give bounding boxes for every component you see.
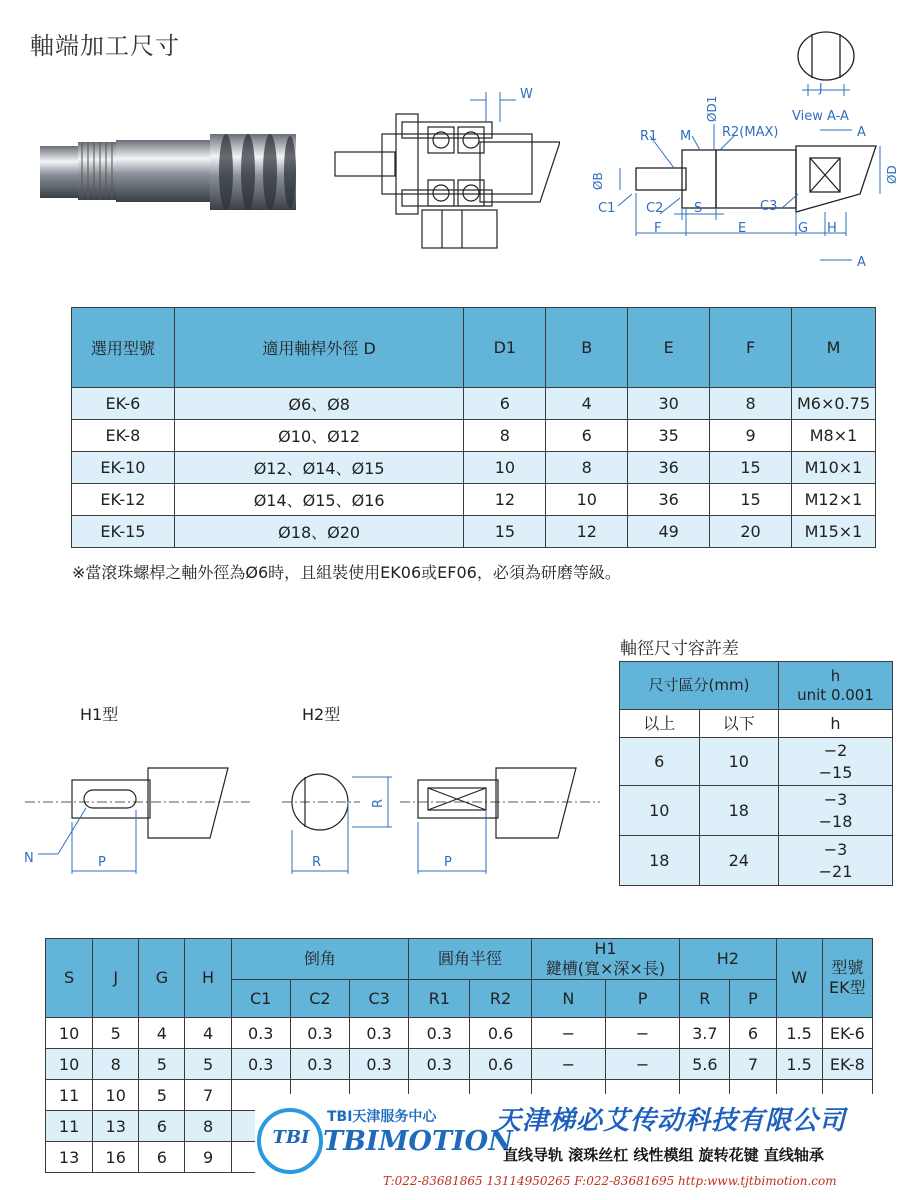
header-keyway: 鍵槽(寬×深×長) — [545, 959, 666, 978]
cell: M15×1 — [791, 516, 875, 548]
dim-C3: C3 — [760, 199, 778, 214]
cell: 13 — [93, 1111, 139, 1142]
tol-upper: −3 — [823, 839, 848, 859]
cell: EK-8 — [822, 1049, 872, 1080]
cell: − — [605, 1049, 679, 1080]
model-spec-table — [71, 307, 876, 548]
cell: EK-8 — [72, 420, 175, 452]
cell: 8 — [464, 420, 546, 452]
table-row — [72, 484, 876, 516]
table-header-row — [72, 308, 876, 388]
dim-S: S — [694, 201, 703, 216]
cell: 7 — [185, 1080, 231, 1111]
cell: 10 — [46, 1018, 93, 1049]
dim-D: ØD — [885, 165, 899, 184]
header-C2: C2 — [290, 980, 349, 1018]
cell: 15 — [464, 516, 546, 548]
cell: 6 — [730, 1018, 776, 1049]
tbi-logo-text: TBI — [272, 1127, 310, 1148]
header-M: M — [791, 308, 875, 388]
dim-A-top: A — [857, 125, 866, 140]
cell: 0.6 — [470, 1018, 531, 1049]
table-row — [46, 1049, 873, 1080]
table-row — [72, 452, 876, 484]
sub-max: 以下 — [699, 710, 779, 738]
cell: 0.3 — [350, 1049, 409, 1080]
header-h: h — [830, 666, 841, 685]
cell: 10 — [620, 786, 700, 836]
header-F: F — [710, 308, 792, 388]
cell: 8 — [185, 1111, 231, 1142]
table-row — [72, 388, 876, 420]
page-title: 軸端加工尺寸 — [30, 32, 180, 60]
tolerance-title: 軸徑尺寸容許差 — [620, 639, 739, 659]
table-row — [46, 1018, 873, 1049]
header-chamfer: 倒角 — [231, 939, 409, 980]
cell: 0.3 — [409, 1018, 470, 1049]
company-name: 天津梯必艾传动科技有限公司 — [495, 1106, 847, 1136]
tolerance-table — [619, 661, 893, 886]
cell: 4 — [185, 1018, 231, 1049]
dim-W: W — [520, 87, 533, 102]
cell: 0.3 — [290, 1049, 349, 1080]
cell: 0.6 — [470, 1049, 531, 1080]
dim-C2: C2 — [646, 201, 664, 216]
header-R2: R2 — [470, 980, 531, 1018]
brand-name: TBIMOTION — [323, 1126, 513, 1157]
tol-lower: −18 — [818, 811, 853, 831]
cell: 5 — [139, 1049, 185, 1080]
cell: 9 — [710, 420, 792, 452]
cell: 0.3 — [290, 1018, 349, 1049]
dim-J: J — [819, 81, 823, 95]
cell: 0.3 — [231, 1018, 290, 1049]
sub-h: h — [779, 710, 893, 738]
cell: 10 — [93, 1080, 139, 1111]
header-h1: H1 — [594, 939, 617, 958]
cell: 12 — [464, 484, 546, 516]
cell: 10 — [464, 452, 546, 484]
cell: 5 — [139, 1080, 185, 1111]
dim-A-bottom: A — [857, 255, 866, 270]
grinding-note: ※當滾珠螺桿之軸外徑為Ø6時，且組裝使用EK06或EF06，必須為研磨等級。 — [72, 563, 621, 582]
header-B: B — [546, 308, 628, 388]
cell: 8 — [546, 452, 628, 484]
cell: 11 — [46, 1080, 93, 1111]
table-subheader-row — [620, 710, 893, 738]
cell: 3.7 — [680, 1018, 730, 1049]
cell: 10 — [46, 1049, 93, 1080]
cell: EK-10 — [72, 452, 175, 484]
cell: 1.5 — [776, 1049, 822, 1080]
cell: 35 — [628, 420, 710, 452]
header-model-bottom: EK型 — [829, 978, 866, 997]
table-row — [620, 836, 893, 886]
sub-min: 以上 — [620, 710, 700, 738]
cell: 10 — [699, 738, 779, 786]
header-unit: unit 0.001 — [797, 685, 874, 704]
header-shaft-diameter: 適用軸桿外徑 D — [174, 308, 464, 388]
cell: 15 — [710, 484, 792, 516]
header-h1-keyway — [531, 939, 680, 980]
header-G: G — [139, 939, 185, 1018]
cell: 36 — [628, 452, 710, 484]
header-P: P — [605, 980, 679, 1018]
cell: EK-15 — [72, 516, 175, 548]
cell: 49 — [628, 516, 710, 548]
cell: 15 — [710, 452, 792, 484]
h2-R-bottom: R — [312, 855, 322, 870]
cell: − — [605, 1018, 679, 1049]
h1-N: N — [24, 851, 34, 866]
header-radius: 圓角半徑 — [409, 939, 531, 980]
contact-line: T:022-83681865 13114950265 F:022-83681695 http:www.tjtbimotion.com — [383, 1174, 837, 1188]
dim-D1: ØD1 — [705, 95, 719, 122]
h2-type-label: H2型 — [302, 705, 341, 724]
cell: 5 — [93, 1018, 139, 1049]
h1-type-label: H1型 — [80, 705, 119, 724]
header-R: R — [680, 980, 730, 1018]
h1-P: P — [98, 855, 106, 870]
header-C3: C3 — [350, 980, 409, 1018]
cell: 0.3 — [231, 1049, 290, 1080]
header-model-top: 型號 — [831, 958, 864, 977]
header-E: E — [628, 308, 710, 388]
cell — [779, 786, 893, 836]
cell: 18 — [620, 836, 700, 886]
service-center: TBI天津服务中心 — [327, 1109, 437, 1125]
cell: 16 — [93, 1142, 139, 1173]
company-banner — [255, 1094, 915, 1200]
cell: − — [531, 1049, 605, 1080]
shaft-end-dimension-drawing — [570, 18, 910, 273]
tol-upper: −3 — [823, 789, 848, 809]
cell: 1.5 — [776, 1018, 822, 1049]
cell: EK-6 — [72, 388, 175, 420]
header-h-unit — [779, 662, 893, 710]
cell: Ø6、Ø8 — [174, 388, 464, 420]
tol-lower: −15 — [818, 762, 853, 782]
header-C1: C1 — [231, 980, 290, 1018]
cell: 7 — [730, 1049, 776, 1080]
h-type-drawings — [20, 750, 600, 890]
tol-lower: −21 — [818, 861, 853, 881]
dim-B: ØB — [591, 172, 605, 190]
bearing-section-drawing — [330, 82, 560, 252]
cell: EK-6 — [822, 1018, 872, 1049]
cell: 36 — [628, 484, 710, 516]
cell: 4 — [139, 1018, 185, 1049]
cell: − — [531, 1018, 605, 1049]
header-H: H — [185, 939, 231, 1018]
cell — [779, 836, 893, 886]
dim-G: G — [798, 221, 809, 236]
view-aa-label: View A-A — [792, 109, 849, 124]
dim-F: F — [654, 221, 662, 236]
dim-R1: R1 — [640, 129, 658, 144]
cell: 6 — [139, 1142, 185, 1173]
cell: M10×1 — [791, 452, 875, 484]
dim-C1: C1 — [598, 201, 616, 216]
cell: 8 — [93, 1049, 139, 1080]
cell: 13 — [46, 1142, 93, 1173]
header-S: S — [46, 939, 93, 1018]
h2-P: P — [444, 855, 452, 870]
cell: M12×1 — [791, 484, 875, 516]
cell: 9 — [185, 1142, 231, 1173]
cell: 18 — [699, 786, 779, 836]
cell: Ø10、Ø12 — [174, 420, 464, 452]
cell: M6×0.75 — [791, 388, 875, 420]
table-row — [620, 786, 893, 836]
table-header-row — [46, 939, 873, 980]
table-header-row — [620, 662, 893, 710]
dim-R2: R2(MAX) — [722, 125, 779, 140]
header-P2: P — [730, 980, 776, 1018]
cell: 30 — [628, 388, 710, 420]
cell: 20 — [710, 516, 792, 548]
header-model — [822, 939, 872, 1018]
cell: 24 — [699, 836, 779, 886]
header-D1: D1 — [464, 308, 546, 388]
cell: 11 — [46, 1111, 93, 1142]
cell: 4 — [546, 388, 628, 420]
cell: 5.6 — [680, 1049, 730, 1080]
cell: Ø18、Ø20 — [174, 516, 464, 548]
cell: M8×1 — [791, 420, 875, 452]
header-W: W — [776, 939, 822, 1018]
tol-upper: −2 — [823, 740, 848, 760]
cell: 6 — [546, 420, 628, 452]
header-R1: R1 — [409, 980, 470, 1018]
cell: 6 — [620, 738, 700, 786]
header-size-range: 尺寸區分(mm) — [620, 662, 779, 710]
table-row — [72, 516, 876, 548]
dim-E: E — [738, 221, 747, 236]
cell: 12 — [546, 516, 628, 548]
cell: 5 — [185, 1049, 231, 1080]
h2-R-side: R — [371, 798, 386, 808]
product-line: 直线导轨 滚珠丝杠 线性模组 旋转花键 直线轴承 — [503, 1146, 824, 1164]
cell: 10 — [546, 484, 628, 516]
cell: 6 — [139, 1111, 185, 1142]
dim-H: H — [827, 221, 837, 236]
cell: EK-12 — [72, 484, 175, 516]
header-J: J — [93, 939, 139, 1018]
header-model: 選用型號 — [72, 308, 175, 388]
header-N: N — [531, 980, 605, 1018]
cell: 8 — [710, 388, 792, 420]
cell: 6 — [464, 388, 546, 420]
cell: Ø14、Ø15、Ø16 — [174, 484, 464, 516]
cell: 0.3 — [350, 1018, 409, 1049]
shaft-photo — [40, 120, 300, 230]
table-row — [72, 420, 876, 452]
cell: Ø12、Ø14、Ø15 — [174, 452, 464, 484]
table-row — [620, 738, 893, 786]
header-h2: H2 — [680, 939, 776, 980]
cell: 0.3 — [409, 1049, 470, 1080]
cell — [779, 738, 893, 786]
dim-M: M — [680, 129, 692, 144]
